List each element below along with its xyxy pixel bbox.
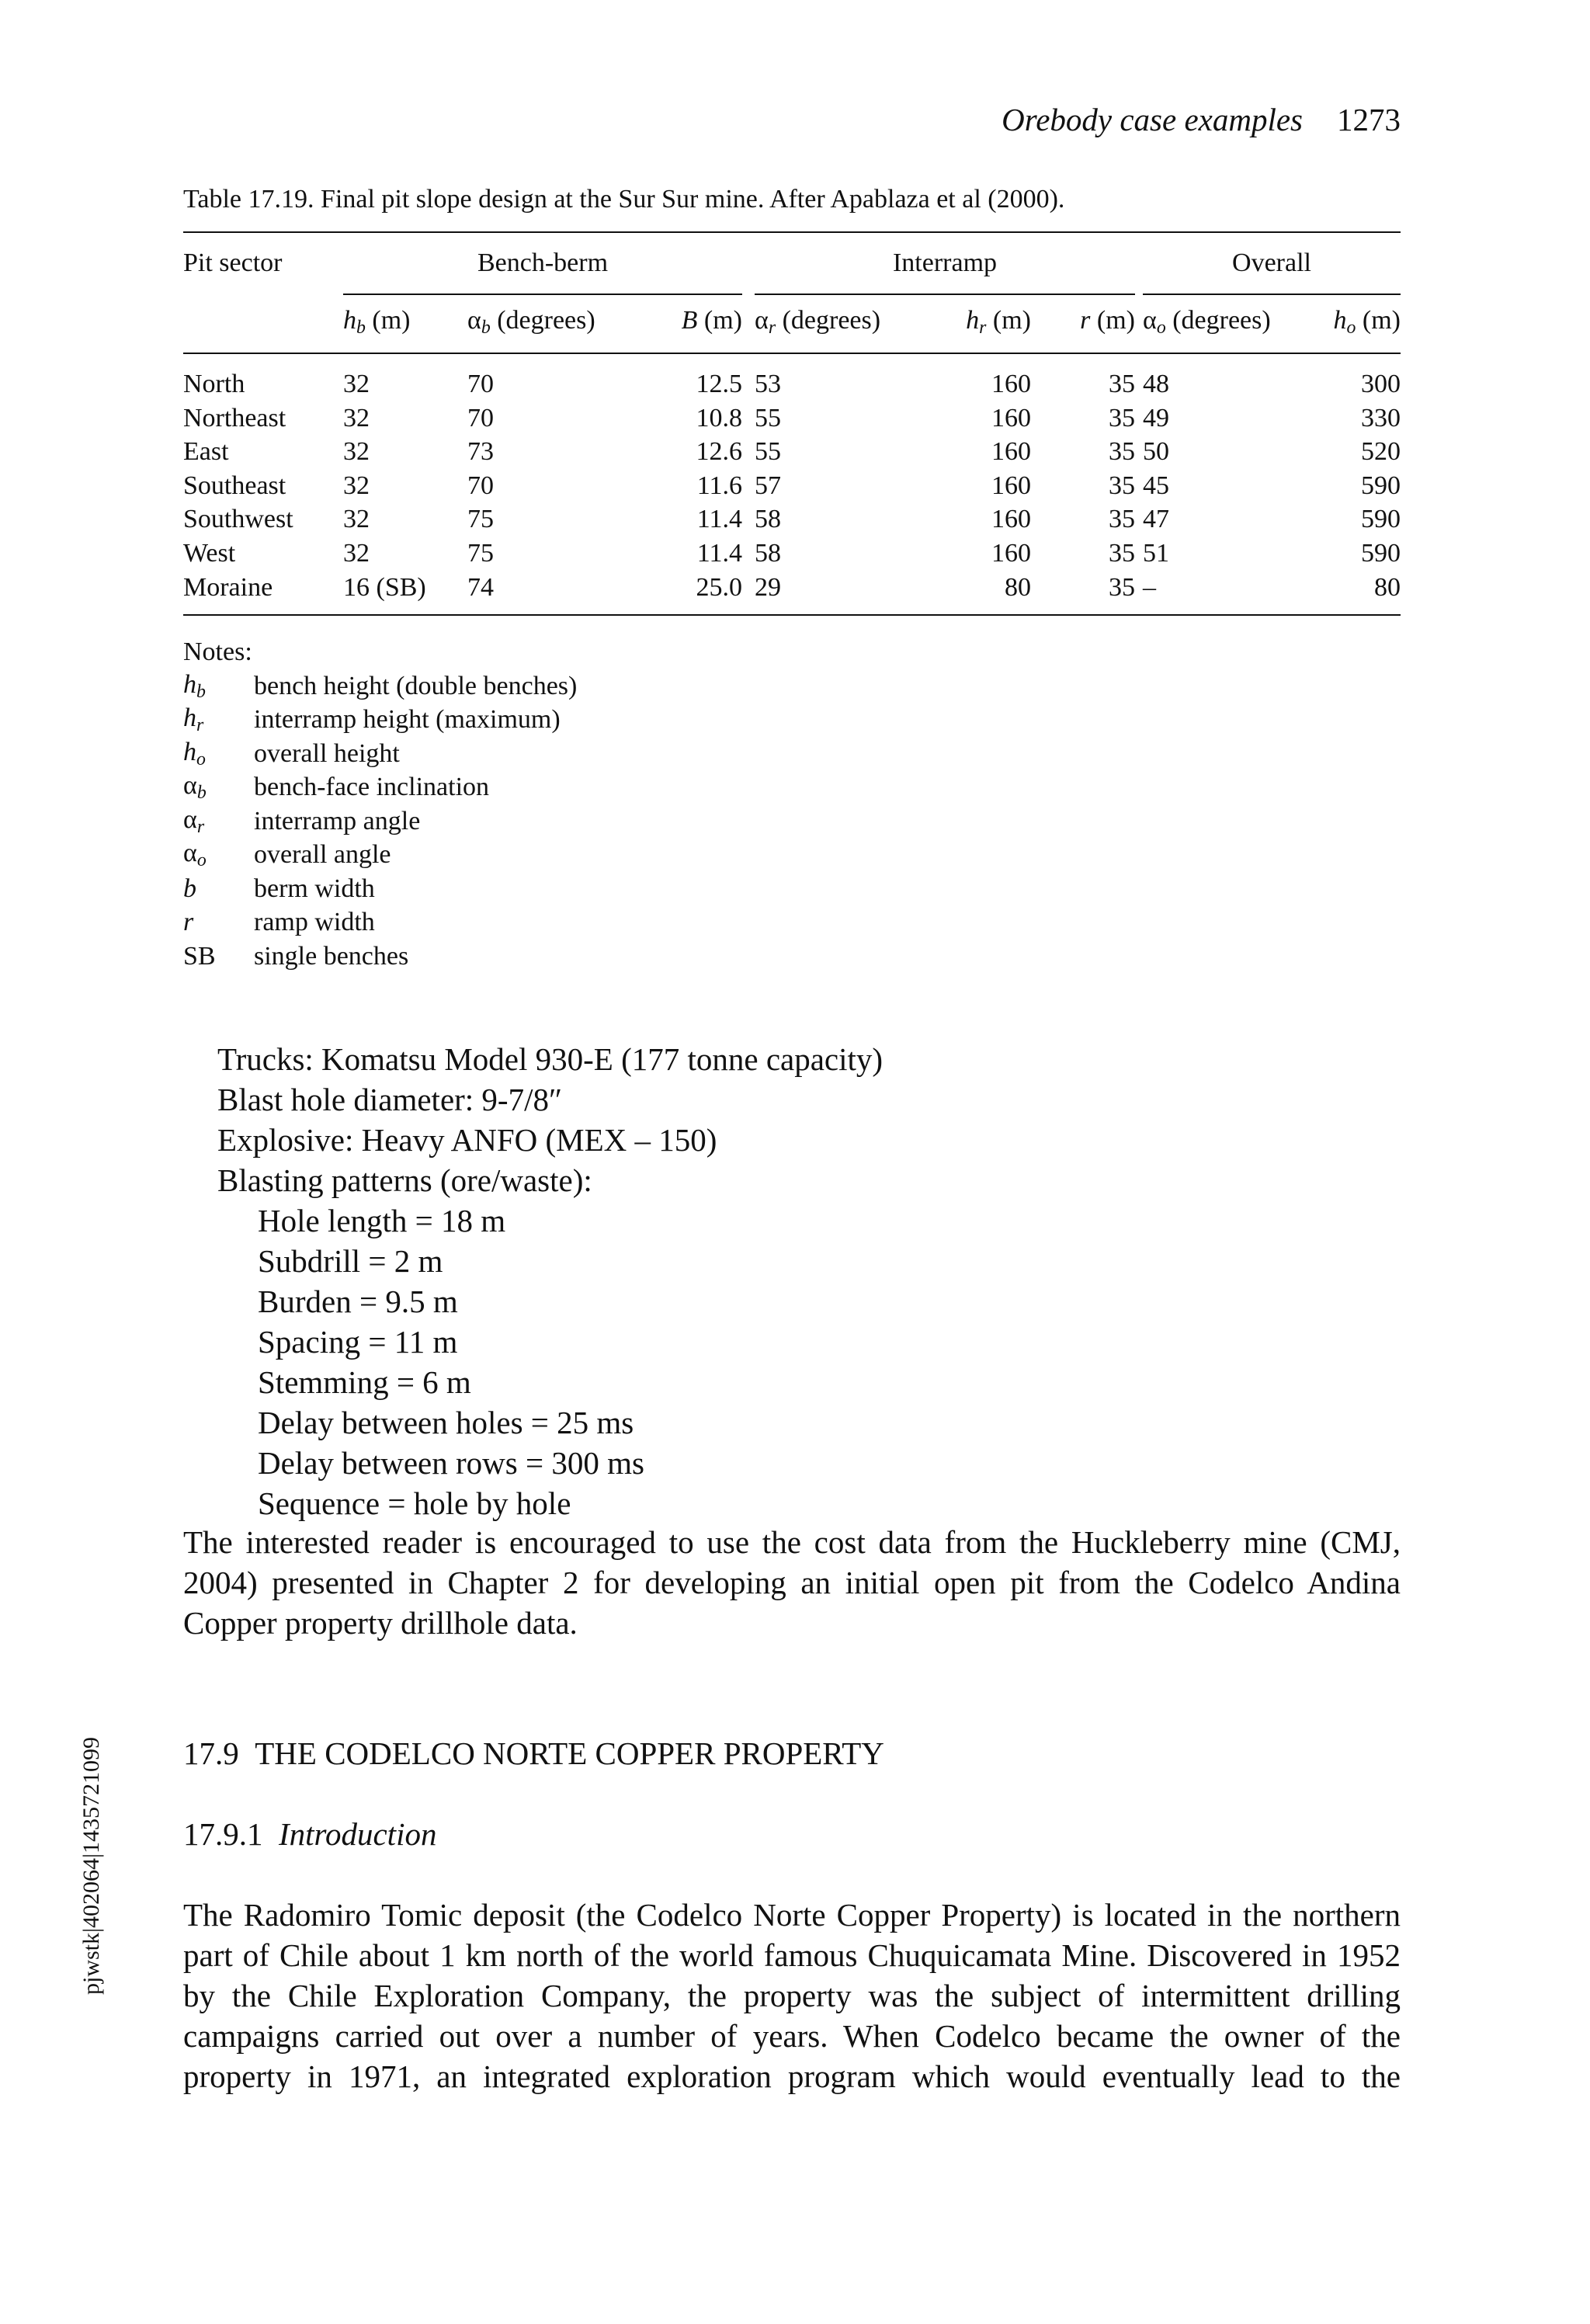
- table-cell: 25.0: [696, 572, 742, 602]
- header-bench-berm: Bench-berm: [477, 248, 609, 277]
- pattern-item: Delay between rows = 300 ms: [258, 1445, 644, 1481]
- table-cell: 32: [343, 505, 370, 534]
- paragraph-line: part of Chile about 1 km north of the world famous Chuquicamata Mine. Discovered in 1952: [183, 1937, 1401, 1973]
- note-item: [183, 669, 577, 703]
- column-header: $h_b$ (m): [343, 306, 411, 338]
- page-number: 1273: [1337, 102, 1401, 137]
- pattern-item: Spacing = 11 m: [258, 1324, 458, 1360]
- column-header: $h_o$ (m): [1333, 306, 1401, 338]
- table-cell: 70: [467, 471, 494, 500]
- table-row-label: Northeast: [183, 403, 286, 432]
- note-symbol: $\alpha_r$: [183, 804, 205, 837]
- note-symbol: $h_r$: [183, 703, 204, 736]
- table-cell: 35: [1109, 539, 1135, 568]
- note-symbol: r: [183, 908, 194, 937]
- table-row-label: North: [183, 370, 245, 398]
- table-top-rule: [183, 231, 1401, 233]
- table-cell: 58: [755, 539, 781, 568]
- table-cell: 53: [755, 370, 781, 398]
- table-cell: 50: [1143, 437, 1169, 467]
- column-header: $\alpha_b$ (degrees): [467, 306, 595, 338]
- table-cell: 160: [991, 539, 1031, 568]
- running-head: [183, 101, 1401, 148]
- table-cell: 32: [343, 403, 370, 432]
- table-cell: 48: [1143, 370, 1169, 398]
- notes-title: Notes:: [183, 637, 252, 666]
- table-cell: 160: [991, 505, 1031, 534]
- note-item: [183, 839, 577, 873]
- table-cell: 35: [1109, 437, 1135, 467]
- note-item: [183, 771, 577, 805]
- table-cell: 75: [467, 505, 494, 534]
- note-item: [183, 940, 577, 974]
- subsection-title: Introduction: [279, 1816, 437, 1852]
- table-cell: 35: [1109, 471, 1135, 500]
- table-cell: 51: [1143, 539, 1169, 568]
- table-cell: 32: [343, 471, 370, 500]
- table-row-label: East: [183, 437, 229, 467]
- paragraph-line: campaigns carried out over a number of years. When Codelco became the owner of the: [183, 2018, 1401, 2054]
- table-cell: 55: [755, 403, 781, 432]
- table-bottom-rule: [183, 614, 1401, 616]
- note-item: [183, 906, 577, 940]
- note-text: bench-face inclination: [254, 773, 490, 802]
- table-cell: 160: [991, 370, 1031, 398]
- note-item: [183, 703, 577, 738]
- table-cell: 70: [467, 403, 494, 432]
- section-number: 17.9: [183, 1735, 239, 1771]
- header-interramp: Interramp: [892, 248, 998, 277]
- paragraph-line: 2004) presented in Chapter 2 for developing an initial open pit from the Codelco Andina: [183, 1565, 1401, 1600]
- bench-berm-span-rule: [343, 294, 742, 295]
- note-text: ramp width: [254, 908, 375, 937]
- header-overall: Overall: [1232, 248, 1311, 277]
- table-cell: 11.4: [696, 539, 742, 568]
- table-cell: 520: [1361, 437, 1401, 467]
- note-item: [183, 872, 577, 906]
- table-cell: 80: [1374, 572, 1401, 602]
- pattern-item: Burden = 9.5 m: [258, 1284, 458, 1319]
- side-identifier: [76, 1722, 107, 2010]
- note-text: interramp angle: [254, 806, 421, 835]
- column-header: B (m): [681, 306, 742, 335]
- table-cell: 16 (SB): [343, 572, 426, 602]
- table-cell: 35: [1109, 572, 1135, 602]
- note-item: [183, 804, 577, 839]
- header-pit-sector: Pit sector: [183, 248, 283, 277]
- pattern-item: Subdrill = 2 m: [258, 1243, 443, 1279]
- table-cell: 160: [991, 437, 1031, 467]
- running-head-title: Orebody case examples: [1002, 102, 1303, 137]
- trucks-line: Trucks: Komatsu Model 930-E (177 tonne capacity): [217, 1041, 884, 1077]
- diameter-line: Blast hole diameter: 9-7/8″: [217, 1082, 563, 1117]
- paragraph-huckleberry: [183, 1522, 1401, 1643]
- table-cell: 29: [755, 572, 781, 602]
- note-symbol: $\alpha_o$: [183, 839, 207, 871]
- table-cell: 10.8: [696, 403, 742, 432]
- note-symbol: $h_o$: [183, 737, 206, 769]
- side-identifier-text: pjwstk|402064|1435721099: [78, 1736, 104, 1996]
- table-row-label: Southeast: [183, 471, 286, 500]
- note-symbol: b: [183, 874, 196, 903]
- pattern-item: Delay between holes = 25 ms: [258, 1405, 634, 1440]
- subsection-number: 17.9.1: [183, 1816, 263, 1852]
- table-cell: 35: [1109, 505, 1135, 534]
- table-cell: 80: [1005, 572, 1031, 602]
- table-cell: 11.4: [696, 505, 742, 534]
- section-heading: [183, 1735, 884, 1772]
- explosive-line: Explosive: Heavy ANFO (MEX – 150): [217, 1122, 717, 1158]
- note-text: overall angle: [254, 840, 391, 870]
- table-cell: 160: [991, 403, 1031, 432]
- table-caption: Table 17.19. Final pit slope design at the Sur Sur mine. After Apablaza et al (2000).: [183, 185, 1065, 214]
- blasting-specs: [217, 1039, 883, 1523]
- table-cell: 160: [991, 471, 1031, 500]
- table-row-label: Southwest: [183, 505, 293, 534]
- patterns-list: [217, 1200, 883, 1523]
- paragraph-line: property in 1971, an integrated exploration program which would eventually lead to the: [183, 2058, 1401, 2094]
- table-cell: 590: [1361, 539, 1401, 568]
- patterns-label: Blasting patterns (ore/waste):: [217, 1162, 592, 1198]
- column-header: r (m): [1080, 306, 1135, 335]
- header-bottom-rule: [183, 353, 1401, 354]
- pattern-item: Stemming = 6 m: [258, 1364, 471, 1400]
- table-row-label: Moraine: [183, 572, 273, 602]
- table-cell: 12.5: [696, 370, 742, 398]
- interramp-span-rule: [755, 294, 1135, 295]
- column-header: $h_r$ (m): [966, 306, 1031, 338]
- table-cell: 300: [1361, 370, 1401, 398]
- note-text: berm width: [254, 874, 375, 903]
- table-cell: –: [1143, 572, 1156, 602]
- paragraph-radomiro-tomic: [183, 1895, 1401, 2096]
- table-cell: 73: [467, 437, 494, 467]
- table-cell: 58: [755, 505, 781, 534]
- table-cell: 74: [467, 572, 494, 602]
- table-row-label: West: [183, 539, 236, 568]
- pattern-item: Hole length = 18 m: [258, 1203, 506, 1238]
- paragraph-line: by the Chile Exploration Company, the property was the subject of intermittent drilling: [183, 1978, 1401, 2013]
- table-cell: 55: [755, 437, 781, 467]
- pattern-item: Sequence = hole by hole: [258, 1485, 571, 1521]
- paragraph-line: The interested reader is encouraged to use the cost data from the Huckleberry mine (CMJ,: [183, 1524, 1401, 1560]
- note-symbol: $h_b$: [183, 669, 206, 702]
- table-cell: 45: [1143, 471, 1169, 500]
- subsection-heading: [183, 1815, 436, 1853]
- section-title: THE CODELCO NORTE COPPER PROPERTY: [255, 1735, 884, 1771]
- overall-span-rule: [1143, 294, 1401, 295]
- table-cell: 590: [1361, 471, 1401, 500]
- table-cell: 32: [343, 539, 370, 568]
- table-notes: [183, 635, 577, 974]
- table-cell: 47: [1143, 505, 1169, 534]
- table-cell: 57: [755, 471, 781, 500]
- table-cell: 11.6: [696, 471, 742, 500]
- notes-list: [183, 669, 577, 974]
- table-cell: 35: [1109, 370, 1135, 398]
- paragraph-line: Copper property drillhole data.: [183, 1605, 578, 1641]
- table-cell: 49: [1143, 403, 1169, 432]
- note-text: bench height (double benches): [254, 671, 578, 700]
- note-text: interramp height (maximum): [254, 705, 561, 735]
- note-symbol: $\alpha_b$: [183, 771, 207, 804]
- table-cell: 12.6: [696, 437, 742, 467]
- paragraph-line: The Radomiro Tomic deposit (the Codelco Norte Copper Property) is located in the northern: [183, 1897, 1401, 1933]
- table-cell: 75: [467, 539, 494, 568]
- table-cell: 32: [343, 437, 370, 467]
- note-text: overall height: [254, 738, 400, 768]
- note-symbol: SB: [183, 941, 216, 971]
- note-item: [183, 737, 577, 771]
- note-text: single benches: [254, 941, 409, 971]
- slope-design-table: [183, 231, 1401, 616]
- table-cell: 590: [1361, 505, 1401, 534]
- table-cell: 35: [1109, 403, 1135, 432]
- table-cell: 330: [1361, 403, 1401, 432]
- table-cell: 70: [467, 370, 494, 398]
- column-header: $\alpha_o$ (degrees): [1143, 306, 1271, 338]
- column-header: $\alpha_r$ (degrees): [755, 306, 881, 338]
- table-cell: 32: [343, 370, 370, 398]
